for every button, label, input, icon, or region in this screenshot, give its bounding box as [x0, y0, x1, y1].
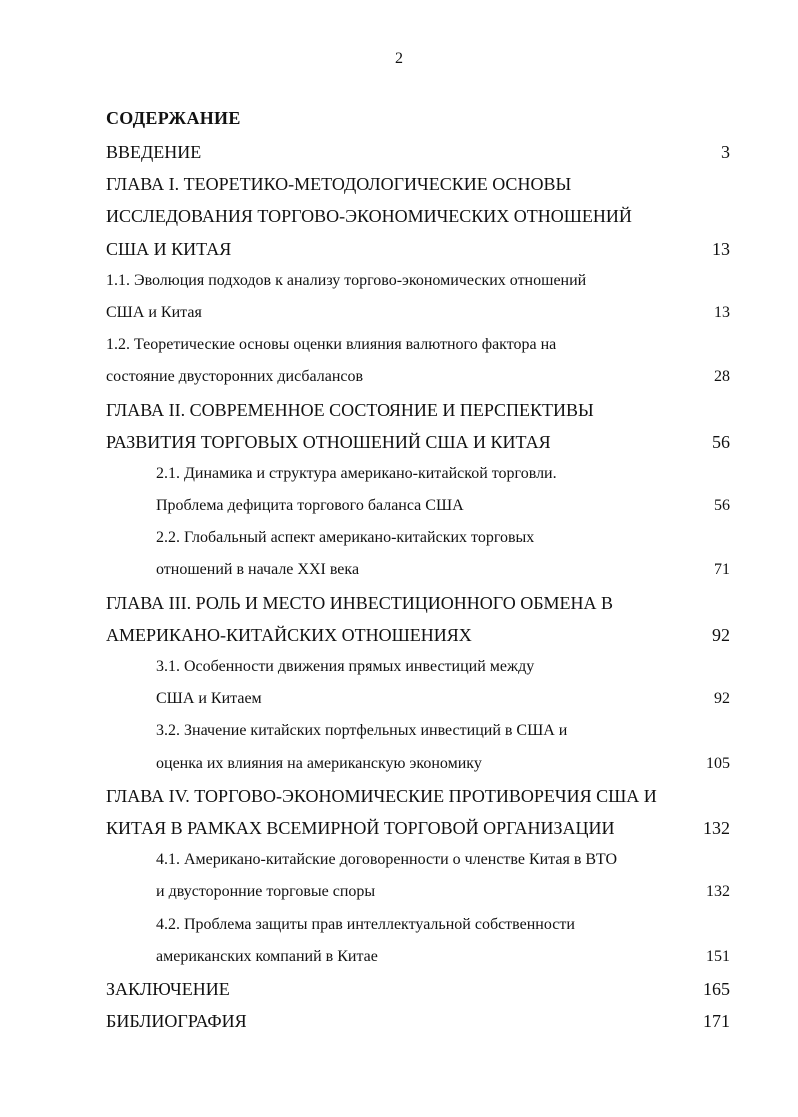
toc-line	[0, 554, 798, 586]
toc-entry-text: 1.2. Теоретические основы оценки влияния валютного фактора на	[106, 336, 557, 354]
toc-entry-text: ИССЛЕДОВАНИЯ ТОРГОВО-ЭКОНОМИЧЕСКИХ ОТНОШЕНИЙ	[106, 206, 632, 227]
toc-line	[0, 394, 798, 426]
toc-line	[0, 876, 798, 908]
table-of-contents	[0, 136, 798, 1037]
toc-entry-text: 1.1. Эволюция подходов к анализу торгово-экономических отношений	[106, 271, 587, 289]
toc-page-number: 71	[714, 561, 730, 579]
toc-line	[0, 941, 798, 973]
toc-entry-text: ГЛАВА I. ТЕОРЕТИКО-МЕТОДОЛОГИЧЕСКИЕ ОСНОВЫ	[106, 174, 572, 195]
toc-line	[0, 329, 798, 361]
toc-entry-text: отношений в начале XXI века	[156, 561, 360, 579]
toc-entry-text: 3.1. Особенности движения прямых инвестиций между	[156, 658, 535, 675]
toc-line	[0, 200, 798, 232]
toc-entry-text: РАЗВИТИЯ ТОРГОВЫХ ОТНОШЕНИЙ США И КИТАЯ	[106, 431, 551, 452]
toc-page-number: 13	[714, 303, 730, 321]
toc-line	[0, 780, 798, 812]
toc-entry-text: состояние двусторонних дисбалансов	[106, 368, 364, 386]
toc-line	[0, 587, 798, 619]
toc-page-number: 56	[714, 497, 730, 515]
toc-entry-text: 2.1. Динамика и структура американо-китайской торговли.	[156, 464, 557, 482]
toc-entry-text: 3.2. Значение китайских портфельных инвестиций в США и	[156, 722, 568, 740]
toc-page-number: 132	[703, 817, 730, 838]
toc-line	[0, 812, 798, 844]
toc-entry-text: оценка их влияния на американскую экономику	[156, 754, 482, 772]
toc-line	[0, 490, 798, 522]
toc-entry-text: США И КИТАЯ	[106, 238, 232, 259]
toc-entry-text: КИТАЯ В РАМКАХ ВСЕМИРНОЙ ТОРГОВОЙ ОРГАНИЗАЦИИ	[106, 817, 615, 838]
toc-entry-text: 4.2. Проблема защиты прав интеллектуальной собственности	[156, 915, 575, 933]
toc-line	[0, 426, 798, 458]
toc-line	[0, 909, 798, 941]
toc-line	[0, 361, 798, 393]
toc-line	[0, 168, 798, 200]
toc-line	[0, 265, 798, 297]
toc-entry-text: 2.2. Глобальный аспект американо-китайских торговых	[156, 529, 535, 547]
toc-page-number: 92	[714, 690, 730, 708]
toc-entry-text: ЗАКЛЮЧЕНИЕ	[106, 978, 230, 999]
toc-line	[0, 1005, 798, 1037]
toc-line	[0, 973, 798, 1005]
toc-page-number: 28	[714, 368, 730, 386]
toc-line	[0, 651, 798, 683]
toc-page-number: 105	[706, 754, 730, 772]
toc-line	[0, 233, 798, 265]
toc-page-number: 56	[712, 431, 730, 452]
toc-entry-text: и двусторонние торговые споры	[156, 883, 376, 901]
toc-entry-text: АМЕРИКАНО-КИТАЙСКИХ ОТНОШЕНИЯХ	[106, 624, 472, 645]
toc-page-number: 165	[703, 978, 730, 999]
toc-line	[0, 844, 798, 876]
toc-entry-text: США и Китая	[106, 303, 202, 321]
toc-entry-text: ГЛАВА III. РОЛЬ И МЕСТО ИНВЕСТИЦИОННОГО ОБМЕНА В	[106, 592, 614, 613]
toc-entry-text: американских компаний в Китае	[156, 947, 378, 965]
toc-line	[0, 297, 798, 329]
toc-entry-text: БИБЛИОГРАФИЯ	[106, 1011, 247, 1032]
toc-line	[0, 748, 798, 780]
toc-entry-text: ГЛАВА II. СОВРЕМЕННОЕ СОСТОЯНИЕ И ПЕРСПЕКТИВЫ	[106, 399, 594, 420]
toc-entry-text: 4.1. Американо-китайские договоренности о членстве Китая в ВТО	[156, 851, 617, 869]
toc-page-number: 13	[712, 238, 730, 259]
toc-page-number: 92	[712, 624, 730, 645]
toc-title: СОДЕРЖАНИЕ	[106, 108, 241, 128]
toc-entry-text: ГЛАВА IV. ТОРГОВО-ЭКОНОМИЧЕСКИЕ ПРОТИВОРЕЧИЯ США И	[106, 785, 657, 806]
toc-line	[0, 715, 798, 747]
toc-line	[0, 619, 798, 651]
toc-line	[0, 458, 798, 490]
toc-entry-text: Проблема дефицита торгового баланса США	[156, 497, 464, 515]
toc-line	[0, 522, 798, 554]
toc-page-number: 3	[721, 142, 730, 162]
toc-entry-text: США и Китаем	[156, 690, 262, 708]
page-number: 2	[395, 50, 403, 67]
toc-page-number: 151	[706, 947, 730, 965]
toc-page-number: 171	[703, 1011, 730, 1032]
toc-entry-text: ВВЕДЕНИЕ	[106, 142, 202, 162]
toc-line	[0, 136, 798, 168]
toc-page-number: 132	[706, 883, 730, 901]
toc-line	[0, 683, 798, 715]
